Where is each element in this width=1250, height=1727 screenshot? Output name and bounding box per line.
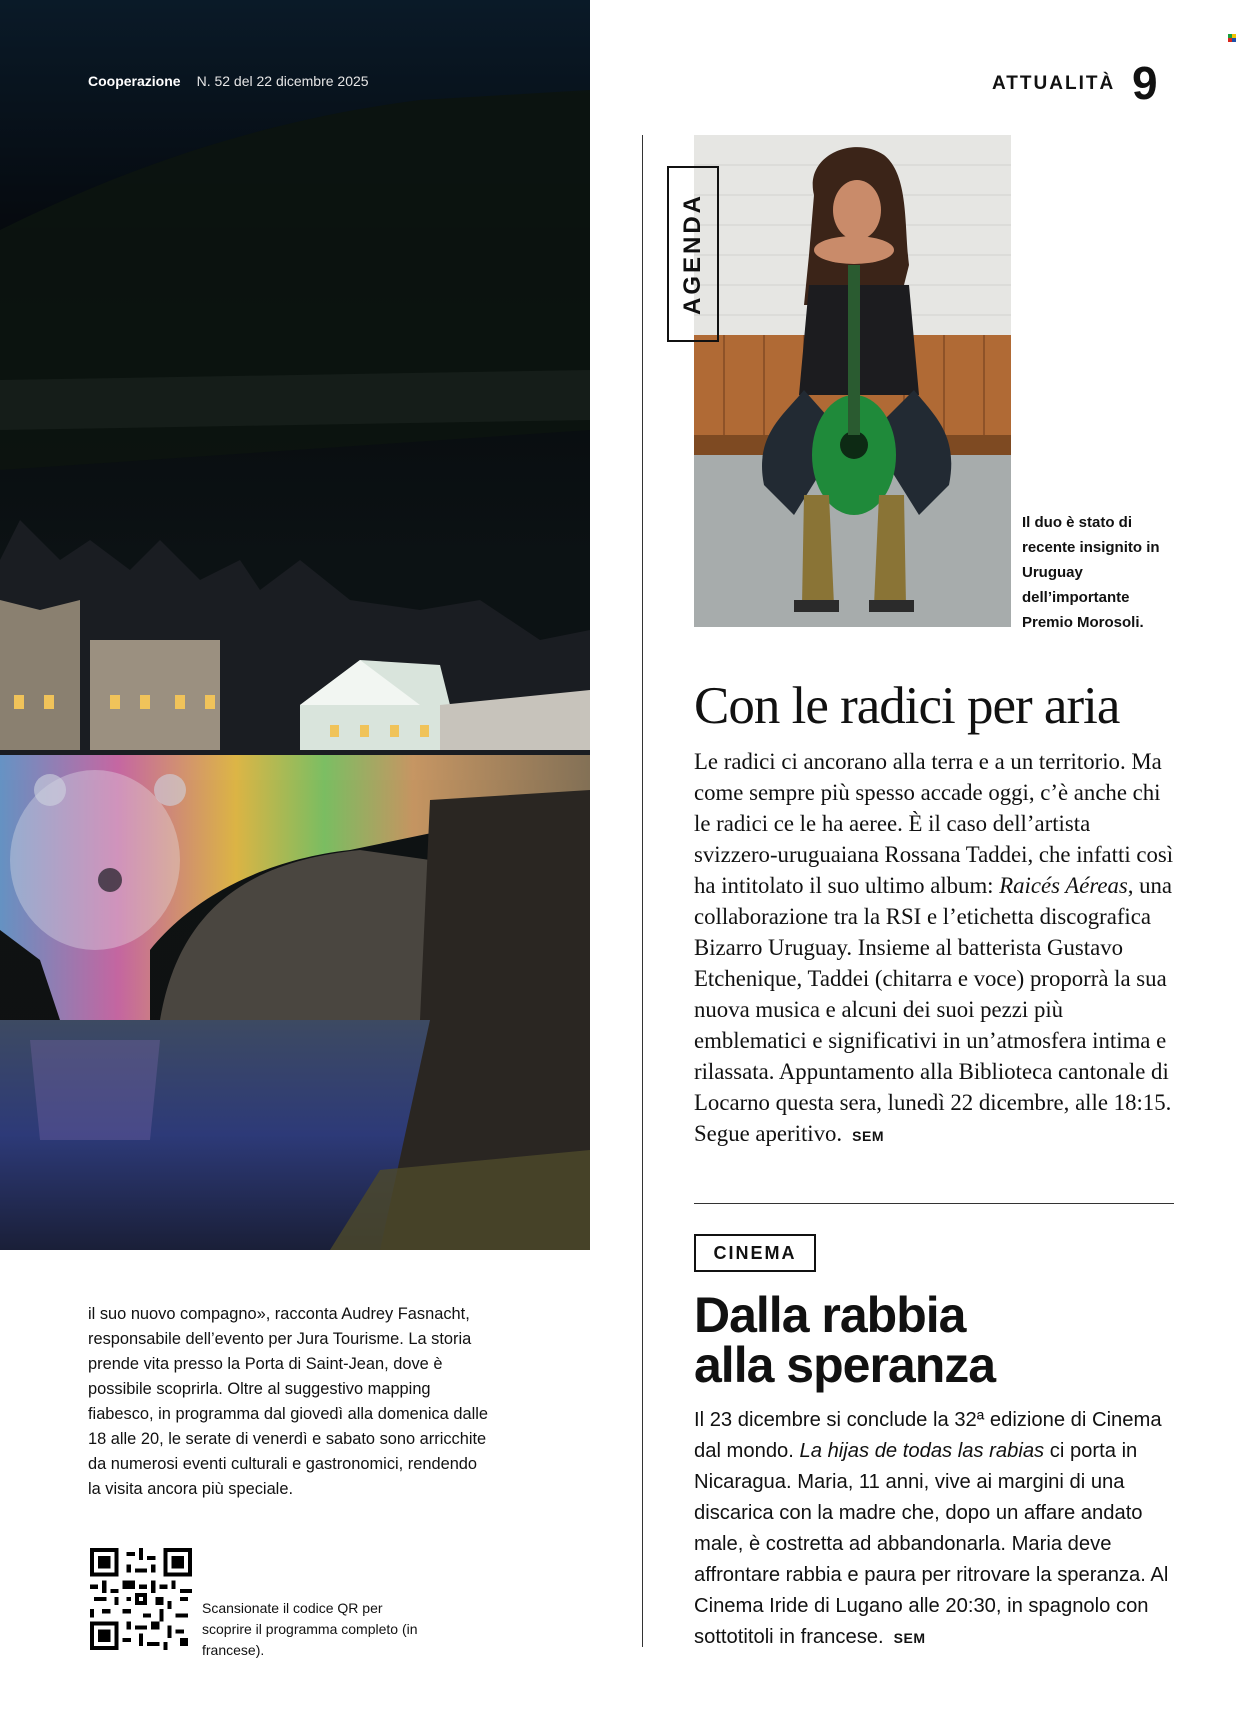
photo-caption: Il duo è stato di recente insignito in Uruguay dell’importante Premio Morosoli.: [1022, 514, 1160, 631]
article-body-text-continued: , una collaborazione tra la RSI e l’etichetta discografica Bizarro Uruguay. Insieme al batterista Gustavo Etchenique, Taddei (chitarra e voce) proporrà la sua nuova musica e alcuni dei suoi pezzi più emblematici e significativi in un’atmosfera intima e rilassata. Appuntamento alla Biblioteca cantonale di Locarno questa sera, lunedì 22 dicembre, alle 18:15. Segue aperitivo.: [694, 873, 1173, 1146]
cinema-body-text-continued: ci porta in Nicaragua. Maria, 11 anni, vive ai margini di una discarica con la madre che, dopo un affare andato male, è costretta ad abbandonarla. Maria deve affrontare rabbia e paura per ritrovare la speranza. Al Cinema Iride di Lugano alle 20:30, in spagnolo con sottotitoli in francese.: [694, 1440, 1169, 1648]
masthead: [88, 73, 369, 89]
left-column-text: il suo nuovo compagno», racconta Audrey Fasnacht, responsabile dell’evento per Jura Tourisme. La storia prende vita presso la Porta di Saint-Jean, dove è possibile scoprirla. Oltre al suggestivo mapping fiabesco, in programma dal giovedì alla domenica dalle 18 alle 20, le serate di venerdì e sabato sono arricchite da numerosi eventi culturali e gastronomici, rendendo la visita ancora più speciale.: [88, 1305, 488, 1498]
film-title: La hijas de todas las rabias: [799, 1440, 1045, 1462]
column-divider: [642, 135, 643, 1647]
page-number: 9: [1132, 57, 1158, 109]
cinema-headline-line2: alla speranza: [694, 1337, 996, 1393]
article-headline: Con le radici per aria: [694, 677, 1120, 735]
night-bridge-photo: [0, 0, 590, 1250]
night-bridge-illustration: [0, 0, 590, 1250]
issue-info: N. 52 del 22 dicembre 2025: [196, 73, 369, 89]
cinema-label: [694, 1234, 816, 1272]
album-title: Raicés Aéreas: [999, 873, 1128, 898]
qr-code-graphic: [90, 1548, 192, 1650]
cinema-body: [694, 1405, 1184, 1654]
musician-photo: [694, 135, 1011, 627]
agenda-label-text: AGENDA: [679, 192, 707, 316]
section-divider: [694, 1203, 1174, 1204]
cinema-headline: [694, 1287, 996, 1393]
qr-code[interactable]: [90, 1548, 192, 1650]
cinema-body-text: Il 23 dicembre si conclude la 32ª edizione di Cinema dal mondo.: [694, 1409, 1162, 1462]
author-signature: SEM: [852, 1128, 884, 1144]
cinema-headline-line1: Dalla rabbia: [694, 1287, 966, 1343]
guitarist-illustration: [694, 135, 1011, 627]
cinema-signature: SEM: [893, 1630, 926, 1646]
printer-color-mark: [1228, 34, 1236, 42]
qr-caption: Scansionate il codice QR per scoprire il programma completo (in francese).: [202, 1600, 418, 1658]
agenda-label: [667, 166, 719, 342]
section-label: ATTUALITÀ: [992, 73, 1116, 94]
article-body-text: Le radici ci ancorano alla terra e a un territorio. Ma come sempre più spesso accade oggi, c’è anche chi le radici ce le ha aeree. È il caso dell’artista svizzero-uruguaiana Rossana Taddei, che infatti così ha intitolato il suo ultimo album:: [694, 749, 1174, 898]
left-column-body: [88, 1302, 488, 1502]
article-body: [694, 746, 1174, 1152]
cinema-label-text: CINEMA: [713, 1242, 797, 1263]
publication-name: Cooperazione: [88, 73, 181, 89]
